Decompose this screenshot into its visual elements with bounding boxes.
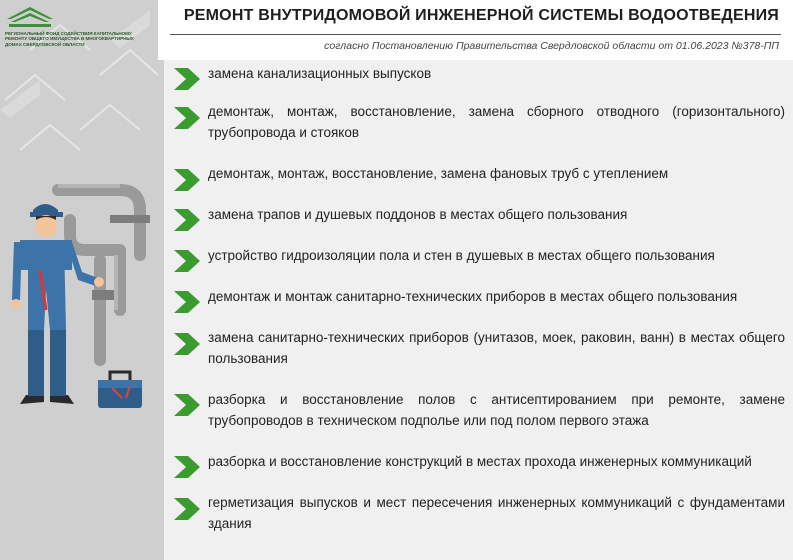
content-area (158, 60, 793, 560)
list-item-text: демонтаж, монтаж, восстановление, замена сборного отводного (горизонтального) трубопровода и стояков (208, 104, 785, 140)
list-item (164, 100, 785, 144)
page-subtitle: согласно Постановлению Правительства Свердловской области от 01.06.2023 №378-ПП (324, 40, 779, 52)
list-item (164, 244, 785, 268)
list-item-text: замена канализационных выпусков (208, 66, 432, 81)
green-chevron-icon (174, 394, 204, 416)
list-item (164, 162, 785, 186)
list-item (164, 388, 785, 432)
list-item (164, 326, 785, 370)
green-chevron-icon (174, 291, 204, 313)
list-item-text: демонтаж, монтаж, восстановление, замена фановых труб с утеплением (208, 166, 669, 181)
sidebar (0, 0, 158, 560)
header (158, 0, 793, 60)
list-item (164, 450, 785, 474)
list-item (164, 491, 785, 535)
list-item-text: разборка и восстановление полов с антисептированием при ремонте, замене трубопроводов в техническом подполье или под полом первого этажа (208, 392, 785, 428)
plumber-figure (11, 204, 104, 404)
list-item (164, 203, 785, 227)
green-chevron-icon (174, 333, 204, 355)
page-title: РЕМОНТ ВНУТРИДОМОВОЙ ИНЖЕНЕРНОЙ СИСТЕМЫ ВОДООТВЕДЕНИЯ (183, 7, 779, 24)
green-chevron-icon (174, 456, 204, 478)
plumber-illustration (0, 160, 158, 420)
logo (5, 5, 155, 47)
green-chevron-icon (174, 209, 204, 231)
list-item-text: устройство гидроизоляции пола и стен в душевых в местах общего пользования (208, 248, 715, 263)
green-chevron-icon (174, 250, 204, 272)
list-item-text: разборка и восстановление конструкций в местах прохода инженерных коммуникаций (208, 454, 752, 469)
list-item (164, 285, 785, 309)
green-chevron-icon (174, 169, 204, 191)
list-item-text: замена трапов и душевых поддонов в местах общего пользования (208, 207, 628, 222)
green-chevron-icon (174, 498, 204, 520)
title-divider (170, 34, 781, 35)
green-chevron-icon (174, 107, 204, 129)
items-panel (164, 60, 793, 560)
list-item (164, 62, 785, 86)
list-item-text: замена санитарно-технических приборов (унитазов, моек, раковин, ванн) в местах общего пользования (208, 330, 785, 366)
toolbox-icon (98, 372, 142, 408)
logo-org-text: РЕГИОНАЛЬНЫЙ ФОНД СОДЕЙСТВИЯ КАПИТАЛЬНОМУ РЕМОНТУ ОБЩЕГО ИМУЩЕСТВА В МНОГОКВАРТИРНЫХ ДОМАХ СВЕРДЛОВСКОЙ ОБЛАСТИ (5, 31, 134, 47)
list-item-text: демонтаж и монтаж санитарно-технических приборов в местах общего пользования (208, 289, 738, 304)
logo-house-icon (5, 5, 55, 29)
green-chevron-icon (174, 68, 204, 90)
list-item-text: герметизация выпусков и мест пересечения инженерных коммуникаций с фундаментами здания (208, 495, 785, 531)
